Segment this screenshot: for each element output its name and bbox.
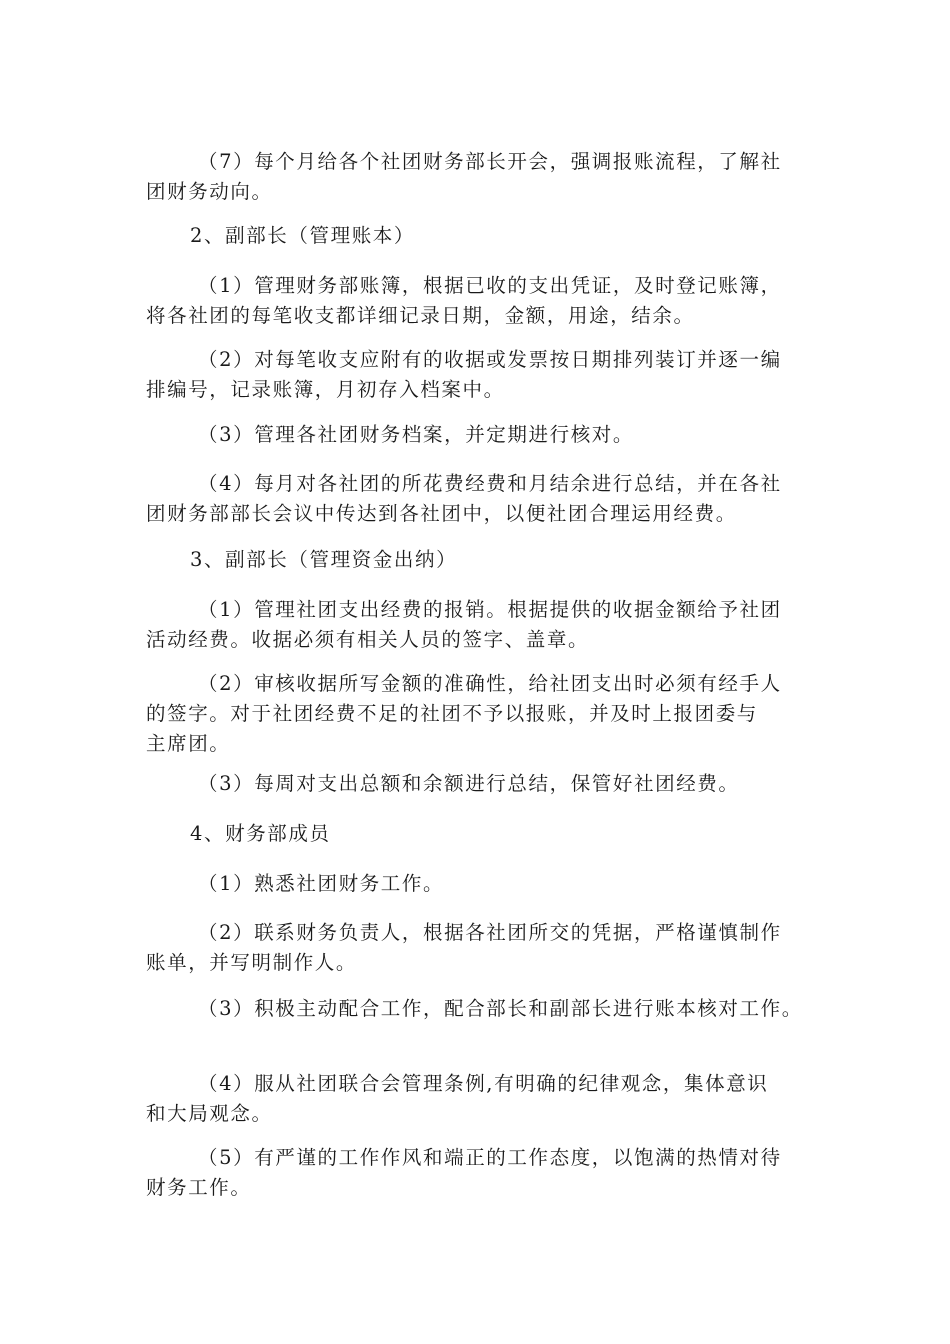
text-line: （2）审核收据所写金额的准确性，给社团支出时必须有经手人 xyxy=(198,672,782,695)
paragraph-ledger-3 xyxy=(146,420,806,450)
text-line: 财务工作。 xyxy=(146,1176,252,1199)
paragraph-ledger-4 xyxy=(146,469,806,529)
text-line: （7）每个月给各个社团财务部长开会，强调报账流程，了解社 xyxy=(198,150,782,173)
text-line: 主席团。 xyxy=(146,732,231,755)
text-line: 将各社团的每笔收支都详细记录日期，金额，用途，结余。 xyxy=(146,304,695,327)
paragraph-members-3 xyxy=(146,994,806,1024)
text-line: （4）每月对各社团的所花费经费和月结余进行总结，并在各社 xyxy=(198,472,782,495)
text-line: 团财务动向。 xyxy=(146,180,273,203)
section-heading-vice-minister-cashier: 3、副部长（管理资金出纳） xyxy=(190,548,458,571)
text-line: （1）管理财务部账簿，根据已收的支出凭证，及时登记账簿， xyxy=(198,274,782,297)
text-line: （2）联系财务负责人，根据各社团所交的凭据，严格谨慎制作 xyxy=(198,921,782,944)
paragraph-cashier-2 xyxy=(146,669,806,759)
text-line: 和大局观念。 xyxy=(146,1102,273,1125)
text-line: （2）对每笔收支应附有的收据或发票按日期排列装订并逐一编 xyxy=(198,348,782,371)
paragraph-members-2 xyxy=(146,918,806,978)
text-line: （5）有严谨的工作作风和端正的工作态度，以饱满的热情对待 xyxy=(198,1146,782,1169)
paragraph-members-5 xyxy=(146,1143,806,1203)
text-line: 活动经费。收据必须有相关人员的签字、盖章。 xyxy=(146,628,590,651)
text-line: （1）熟悉社团财务工作。 xyxy=(198,872,445,895)
paragraph-ledger-2 xyxy=(146,345,806,405)
text-line: 团财务部部长会议中传达到各社团中，以便社团合理运用经费。 xyxy=(146,502,737,525)
text-line: （1）管理社团支出经费的报销。根据提供的收据金额给予社团 xyxy=(198,598,782,621)
section-heading-members: 4、财务部成员 xyxy=(190,822,331,845)
text-line: （3）每周对支出总额和余额进行总结，保管好社团经费。 xyxy=(198,772,740,795)
paragraph-members-4 xyxy=(146,1069,806,1129)
section-heading-vice-minister-ledger: 2、副部长（管理账本） xyxy=(190,224,416,247)
text-line: （4）服从社团联合会管理条例,有明确的纪律观念，集体意识 xyxy=(198,1072,769,1095)
paragraph-cashier-1 xyxy=(146,595,806,655)
text-line: 的签字。对于社团经费不足的社团不予以报账，并及时上报团委与 xyxy=(146,702,758,725)
paragraph-members-1 xyxy=(146,869,806,899)
paragraph-7-meeting xyxy=(146,147,806,207)
text-line: 排编号，记录账簿，月初存入档案中。 xyxy=(146,378,505,401)
text-line: 账单，并写明制作人。 xyxy=(146,951,358,974)
paragraph-ledger-1 xyxy=(146,271,806,331)
text-line: （3）积极主动配合工作，配合部长和副部长进行账本核对工作。 xyxy=(198,997,803,1020)
paragraph-cashier-3 xyxy=(146,769,806,799)
text-line: （3）管理各社团财务档案，并定期进行核对。 xyxy=(198,423,635,446)
